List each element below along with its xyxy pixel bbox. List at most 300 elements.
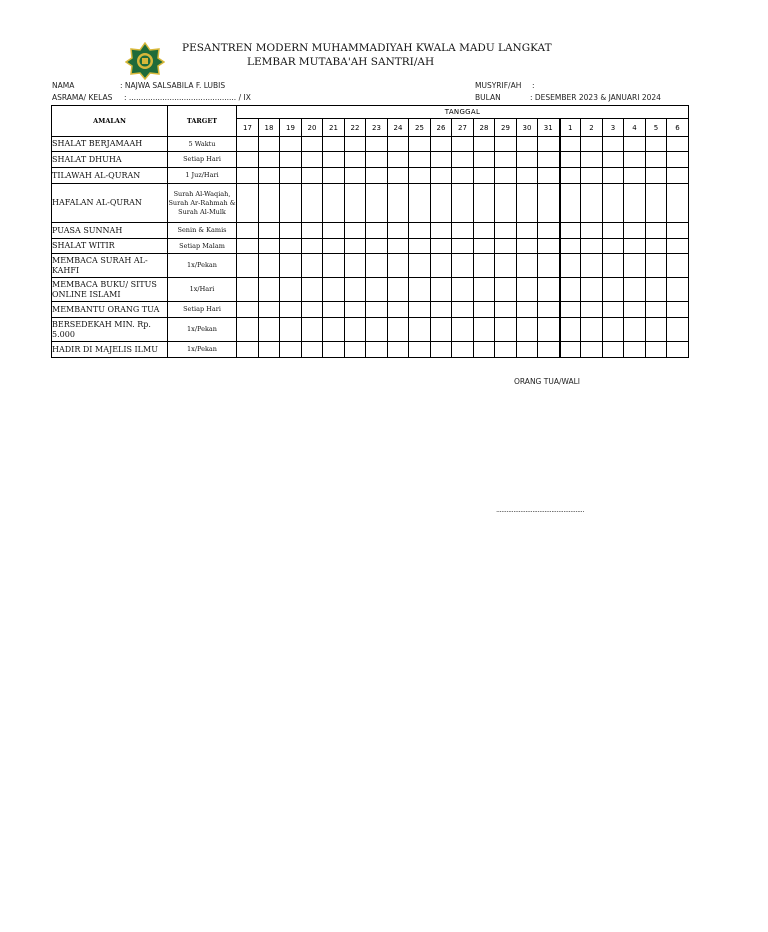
check-cell[interactable] bbox=[452, 302, 474, 318]
musyrif-label: MUSYRIF/AH bbox=[475, 81, 522, 90]
asrama-value: : ............................................. / IX bbox=[124, 93, 251, 102]
check-cell[interactable] bbox=[302, 184, 323, 223]
column-header-amalan: AMALAN bbox=[52, 106, 168, 137]
check-cell[interactable] bbox=[538, 239, 560, 254]
check-cell[interactable] bbox=[495, 168, 517, 184]
check-cell[interactable] bbox=[409, 254, 431, 278]
check-cell[interactable] bbox=[624, 239, 646, 254]
check-cell[interactable] bbox=[538, 318, 560, 342]
check-cell[interactable] bbox=[581, 342, 603, 358]
check-cell[interactable] bbox=[409, 184, 431, 223]
table-header bbox=[52, 106, 689, 137]
check-cell[interactable] bbox=[431, 137, 452, 152]
check-cell[interactable] bbox=[388, 223, 409, 239]
table-row bbox=[52, 318, 689, 342]
check-cell[interactable] bbox=[667, 342, 689, 358]
bulan-label: BULAN bbox=[475, 93, 501, 102]
amalan-cell: TILAWAH AL-QURAN bbox=[52, 168, 168, 184]
check-cell[interactable] bbox=[237, 254, 259, 278]
table-body bbox=[52, 137, 689, 358]
day-header-cell: 24 bbox=[388, 119, 409, 137]
check-cell[interactable] bbox=[560, 239, 581, 254]
check-cell[interactable] bbox=[345, 342, 366, 358]
check-cell[interactable] bbox=[560, 168, 581, 184]
nama-label: NAMA bbox=[52, 81, 75, 90]
check-cell[interactable] bbox=[452, 318, 474, 342]
check-cell[interactable] bbox=[280, 137, 302, 152]
check-cell[interactable] bbox=[560, 318, 581, 342]
check-cell[interactable] bbox=[452, 137, 474, 152]
check-cell[interactable] bbox=[667, 302, 689, 318]
check-cell[interactable] bbox=[431, 239, 452, 254]
check-cell[interactable] bbox=[431, 223, 452, 239]
check-cell[interactable] bbox=[624, 318, 646, 342]
check-cell[interactable] bbox=[517, 302, 538, 318]
check-cell[interactable] bbox=[560, 342, 581, 358]
check-cell[interactable] bbox=[280, 223, 302, 239]
check-cell[interactable] bbox=[237, 318, 259, 342]
check-cell[interactable] bbox=[517, 239, 538, 254]
check-cell[interactable] bbox=[624, 137, 646, 152]
check-cell[interactable] bbox=[345, 152, 366, 168]
check-cell[interactable] bbox=[431, 318, 452, 342]
check-cell[interactable] bbox=[409, 302, 431, 318]
check-cell[interactable] bbox=[667, 278, 689, 302]
table-row bbox=[52, 137, 689, 152]
check-cell[interactable] bbox=[495, 318, 517, 342]
day-header-cell: 17 bbox=[237, 119, 259, 137]
check-cell[interactable] bbox=[624, 223, 646, 239]
check-cell[interactable] bbox=[495, 223, 517, 239]
table-row bbox=[52, 342, 689, 358]
target-cell: Setiap Hari bbox=[168, 152, 237, 168]
check-cell[interactable] bbox=[237, 342, 259, 358]
check-cell[interactable] bbox=[646, 223, 667, 239]
table-row bbox=[52, 152, 689, 168]
day-header-cell: 6 bbox=[667, 119, 689, 137]
check-cell[interactable] bbox=[366, 239, 388, 254]
check-cell[interactable] bbox=[388, 184, 409, 223]
check-cell[interactable] bbox=[280, 254, 302, 278]
check-cell[interactable] bbox=[259, 223, 280, 239]
check-cell[interactable] bbox=[495, 137, 517, 152]
check-cell[interactable] bbox=[280, 342, 302, 358]
check-cell[interactable] bbox=[624, 278, 646, 302]
check-cell[interactable] bbox=[259, 184, 280, 223]
check-cell[interactable] bbox=[452, 254, 474, 278]
check-cell[interactable] bbox=[667, 223, 689, 239]
table-row bbox=[52, 302, 689, 318]
check-cell[interactable] bbox=[302, 168, 323, 184]
check-cell[interactable] bbox=[538, 342, 560, 358]
check-cell[interactable] bbox=[345, 137, 366, 152]
check-cell[interactable] bbox=[431, 152, 452, 168]
check-cell[interactable] bbox=[646, 239, 667, 254]
check-cell[interactable] bbox=[366, 137, 388, 152]
check-cell[interactable] bbox=[366, 254, 388, 278]
check-cell[interactable] bbox=[517, 152, 538, 168]
amalan-cell: MEMBACA BUKU/ SITUS ONLINE ISLAMI bbox=[52, 278, 168, 302]
check-cell[interactable] bbox=[409, 152, 431, 168]
column-header-target: TARGET bbox=[168, 106, 237, 137]
check-cell[interactable] bbox=[603, 278, 624, 302]
check-cell[interactable] bbox=[452, 152, 474, 168]
document-subtitle: LEMBAR MUTABA'AH SANTRI/AH bbox=[247, 56, 435, 68]
document-title: PESANTREN MODERN MUHAMMADIYAH KWALA MADU LANGKAT bbox=[182, 42, 552, 54]
check-cell[interactable] bbox=[366, 152, 388, 168]
check-cell[interactable] bbox=[302, 342, 323, 358]
check-cell[interactable] bbox=[366, 184, 388, 223]
day-header-cell: 20 bbox=[302, 119, 323, 137]
check-cell[interactable] bbox=[646, 342, 667, 358]
check-cell[interactable] bbox=[323, 254, 345, 278]
check-cell[interactable] bbox=[474, 223, 495, 239]
check-cell[interactable] bbox=[603, 342, 624, 358]
check-cell[interactable] bbox=[495, 278, 517, 302]
target-cell: Setiap Hari bbox=[168, 302, 237, 318]
check-cell[interactable] bbox=[323, 302, 345, 318]
check-cell[interactable] bbox=[624, 168, 646, 184]
check-cell[interactable] bbox=[538, 152, 560, 168]
day-header-cell: 18 bbox=[259, 119, 280, 137]
target-cell: 1 Juz/Hari bbox=[168, 168, 237, 184]
check-cell[interactable] bbox=[388, 239, 409, 254]
check-cell[interactable] bbox=[517, 278, 538, 302]
check-cell[interactable] bbox=[280, 239, 302, 254]
target-cell: 1x/Pekan bbox=[168, 342, 237, 358]
check-cell[interactable] bbox=[474, 184, 495, 223]
nama-value: : NAJWA SALSABILA F. LUBIS bbox=[120, 81, 226, 90]
check-cell[interactable] bbox=[646, 168, 667, 184]
check-cell[interactable] bbox=[603, 223, 624, 239]
check-cell[interactable] bbox=[302, 223, 323, 239]
check-cell[interactable] bbox=[474, 254, 495, 278]
day-header-cell: 1 bbox=[560, 119, 581, 137]
check-cell[interactable] bbox=[474, 152, 495, 168]
check-cell[interactable] bbox=[259, 137, 280, 152]
check-cell[interactable] bbox=[474, 168, 495, 184]
check-cell[interactable] bbox=[581, 239, 603, 254]
check-cell[interactable] bbox=[388, 318, 409, 342]
check-cell[interactable] bbox=[323, 223, 345, 239]
day-header-cell: 5 bbox=[646, 119, 667, 137]
check-cell[interactable] bbox=[345, 254, 366, 278]
check-cell[interactable] bbox=[237, 302, 259, 318]
check-cell[interactable] bbox=[280, 152, 302, 168]
check-cell[interactable] bbox=[409, 318, 431, 342]
target-cell: 1x/Pekan bbox=[168, 318, 237, 342]
check-cell[interactable] bbox=[495, 152, 517, 168]
check-cell[interactable] bbox=[603, 184, 624, 223]
check-cell[interactable] bbox=[603, 168, 624, 184]
check-cell[interactable] bbox=[667, 239, 689, 254]
check-cell[interactable] bbox=[366, 318, 388, 342]
check-cell[interactable] bbox=[409, 278, 431, 302]
check-cell[interactable] bbox=[667, 254, 689, 278]
check-cell[interactable] bbox=[560, 302, 581, 318]
check-cell[interactable] bbox=[366, 302, 388, 318]
day-header-cell: 23 bbox=[366, 119, 388, 137]
check-cell[interactable] bbox=[323, 318, 345, 342]
check-cell[interactable] bbox=[474, 239, 495, 254]
check-cell[interactable] bbox=[646, 278, 667, 302]
day-header-cell: 27 bbox=[452, 119, 474, 137]
check-cell[interactable] bbox=[302, 239, 323, 254]
check-cell[interactable] bbox=[538, 184, 560, 223]
check-cell[interactable] bbox=[581, 318, 603, 342]
check-cell[interactable] bbox=[667, 184, 689, 223]
check-cell[interactable] bbox=[302, 137, 323, 152]
day-header-cell: 22 bbox=[345, 119, 366, 137]
check-cell[interactable] bbox=[388, 137, 409, 152]
check-cell[interactable] bbox=[366, 278, 388, 302]
check-cell[interactable] bbox=[280, 302, 302, 318]
check-cell[interactable] bbox=[388, 342, 409, 358]
check-cell[interactable] bbox=[560, 137, 581, 152]
target-cell: Senin & Kamis bbox=[168, 223, 237, 239]
check-cell[interactable] bbox=[581, 137, 603, 152]
check-cell[interactable] bbox=[345, 278, 366, 302]
check-cell[interactable] bbox=[474, 302, 495, 318]
check-cell[interactable] bbox=[366, 168, 388, 184]
check-cell[interactable] bbox=[646, 318, 667, 342]
check-cell[interactable] bbox=[323, 239, 345, 254]
check-cell[interactable] bbox=[538, 302, 560, 318]
check-cell[interactable] bbox=[517, 223, 538, 239]
target-cell: 1x/Pekan bbox=[168, 254, 237, 278]
check-cell[interactable] bbox=[495, 342, 517, 358]
table-row bbox=[52, 168, 689, 184]
day-header-cell: 21 bbox=[323, 119, 345, 137]
check-cell[interactable] bbox=[345, 168, 366, 184]
check-cell[interactable] bbox=[538, 254, 560, 278]
check-cell[interactable] bbox=[452, 239, 474, 254]
check-cell[interactable] bbox=[538, 168, 560, 184]
check-cell[interactable] bbox=[560, 152, 581, 168]
check-cell[interactable] bbox=[474, 342, 495, 358]
check-cell[interactable] bbox=[474, 137, 495, 152]
check-cell[interactable] bbox=[323, 184, 345, 223]
asrama-label: ASRAMA/ KELAS bbox=[52, 93, 113, 102]
table-row bbox=[52, 254, 689, 278]
check-cell[interactable] bbox=[517, 168, 538, 184]
check-cell[interactable] bbox=[560, 223, 581, 239]
check-cell[interactable] bbox=[323, 342, 345, 358]
check-cell[interactable] bbox=[538, 278, 560, 302]
check-cell[interactable] bbox=[603, 239, 624, 254]
check-cell[interactable] bbox=[259, 278, 280, 302]
check-cell[interactable] bbox=[603, 254, 624, 278]
check-cell[interactable] bbox=[302, 318, 323, 342]
check-cell[interactable] bbox=[259, 302, 280, 318]
check-cell[interactable] bbox=[323, 278, 345, 302]
check-cell[interactable] bbox=[388, 152, 409, 168]
target-cell: 5 Waktu bbox=[168, 137, 237, 152]
day-header-cell: 2 bbox=[581, 119, 603, 137]
check-cell[interactable] bbox=[323, 152, 345, 168]
check-cell[interactable] bbox=[581, 278, 603, 302]
check-cell[interactable] bbox=[388, 302, 409, 318]
check-cell[interactable] bbox=[517, 137, 538, 152]
day-header-cell: 4 bbox=[624, 119, 646, 137]
check-cell[interactable] bbox=[345, 302, 366, 318]
check-cell[interactable] bbox=[452, 278, 474, 302]
check-cell[interactable] bbox=[624, 184, 646, 223]
check-cell[interactable] bbox=[259, 152, 280, 168]
check-cell[interactable] bbox=[581, 184, 603, 223]
check-cell[interactable] bbox=[538, 223, 560, 239]
check-cell[interactable] bbox=[259, 254, 280, 278]
check-cell[interactable] bbox=[452, 342, 474, 358]
check-cell[interactable] bbox=[409, 223, 431, 239]
target-cell: Setiap Malam bbox=[168, 239, 237, 254]
check-cell[interactable] bbox=[280, 278, 302, 302]
amalan-cell: PUASA SUNNAH bbox=[52, 223, 168, 239]
check-cell[interactable] bbox=[667, 137, 689, 152]
check-cell[interactable] bbox=[667, 152, 689, 168]
check-cell[interactable] bbox=[603, 137, 624, 152]
check-cell[interactable] bbox=[624, 152, 646, 168]
table-row bbox=[52, 239, 689, 254]
check-cell[interactable] bbox=[388, 278, 409, 302]
check-cell[interactable] bbox=[667, 318, 689, 342]
amalan-cell: SHALAT DHUHA bbox=[52, 152, 168, 168]
check-cell[interactable] bbox=[560, 278, 581, 302]
check-cell[interactable] bbox=[517, 318, 538, 342]
check-cell[interactable] bbox=[345, 223, 366, 239]
day-header-cell: 29 bbox=[495, 119, 517, 137]
check-cell[interactable] bbox=[560, 184, 581, 223]
check-cell[interactable] bbox=[538, 137, 560, 152]
check-cell[interactable] bbox=[431, 168, 452, 184]
check-cell[interactable] bbox=[624, 302, 646, 318]
check-cell[interactable] bbox=[667, 168, 689, 184]
check-cell[interactable] bbox=[624, 342, 646, 358]
check-cell[interactable] bbox=[345, 184, 366, 223]
day-header-cell: 19 bbox=[280, 119, 302, 137]
check-cell[interactable] bbox=[259, 239, 280, 254]
check-cell[interactable] bbox=[624, 254, 646, 278]
amalan-cell: SHALAT WITIR bbox=[52, 239, 168, 254]
check-cell[interactable] bbox=[495, 302, 517, 318]
check-cell[interactable] bbox=[474, 318, 495, 342]
amalan-cell: HADIR DI MAJELIS ILMU bbox=[52, 342, 168, 358]
table-row bbox=[52, 223, 689, 239]
check-cell[interactable] bbox=[366, 223, 388, 239]
check-cell[interactable] bbox=[646, 184, 667, 223]
check-cell[interactable] bbox=[581, 223, 603, 239]
check-cell[interactable] bbox=[409, 137, 431, 152]
check-cell[interactable] bbox=[474, 278, 495, 302]
check-cell[interactable] bbox=[517, 184, 538, 223]
check-cell[interactable] bbox=[646, 152, 667, 168]
check-cell[interactable] bbox=[603, 152, 624, 168]
day-header-cell: 30 bbox=[517, 119, 538, 137]
check-cell[interactable] bbox=[237, 137, 259, 152]
mutabaah-table bbox=[51, 105, 689, 358]
check-cell[interactable] bbox=[237, 168, 259, 184]
day-header-cell: 31 bbox=[538, 119, 560, 137]
check-cell[interactable] bbox=[323, 168, 345, 184]
check-cell[interactable] bbox=[495, 254, 517, 278]
check-cell[interactable] bbox=[495, 184, 517, 223]
check-cell[interactable] bbox=[603, 302, 624, 318]
amalan-cell: MEMBACA SURAH AL-KAHFI bbox=[52, 254, 168, 278]
check-cell[interactable] bbox=[323, 137, 345, 152]
check-cell[interactable] bbox=[431, 254, 452, 278]
check-cell[interactable] bbox=[452, 184, 474, 223]
wali-label: ORANG TUA/WALI bbox=[514, 377, 581, 386]
check-cell[interactable] bbox=[517, 254, 538, 278]
check-cell[interactable] bbox=[388, 168, 409, 184]
check-cell[interactable] bbox=[237, 184, 259, 223]
check-cell[interactable] bbox=[237, 278, 259, 302]
check-cell[interactable] bbox=[581, 254, 603, 278]
table-row bbox=[52, 184, 689, 223]
check-cell[interactable] bbox=[517, 342, 538, 358]
check-cell[interactable] bbox=[495, 239, 517, 254]
target-cell: 1x/Hari bbox=[168, 278, 237, 302]
check-cell[interactable] bbox=[302, 278, 323, 302]
amalan-cell: SHALAT BERJAMAAH bbox=[52, 137, 168, 152]
check-cell[interactable] bbox=[409, 168, 431, 184]
check-cell[interactable] bbox=[280, 184, 302, 223]
table-row bbox=[52, 278, 689, 302]
check-cell[interactable] bbox=[259, 318, 280, 342]
check-cell[interactable] bbox=[581, 302, 603, 318]
check-cell[interactable] bbox=[259, 342, 280, 358]
check-cell[interactable] bbox=[345, 318, 366, 342]
check-cell[interactable] bbox=[431, 342, 452, 358]
check-cell[interactable] bbox=[452, 223, 474, 239]
check-cell[interactable] bbox=[646, 137, 667, 152]
column-header-tanggal: TANGGAL bbox=[237, 106, 689, 119]
check-cell[interactable] bbox=[302, 254, 323, 278]
check-cell[interactable] bbox=[280, 318, 302, 342]
check-cell[interactable] bbox=[302, 302, 323, 318]
school-logo-icon bbox=[125, 42, 165, 80]
day-header-cell: 28 bbox=[474, 119, 495, 137]
check-cell[interactable] bbox=[581, 152, 603, 168]
check-cell[interactable] bbox=[237, 152, 259, 168]
check-cell[interactable] bbox=[409, 239, 431, 254]
check-cell[interactable] bbox=[345, 239, 366, 254]
check-cell[interactable] bbox=[431, 184, 452, 223]
check-cell[interactable] bbox=[259, 168, 280, 184]
check-cell[interactable] bbox=[581, 168, 603, 184]
check-cell[interactable] bbox=[431, 302, 452, 318]
check-cell[interactable] bbox=[646, 302, 667, 318]
check-cell[interactable] bbox=[409, 342, 431, 358]
check-cell[interactable] bbox=[646, 254, 667, 278]
check-cell[interactable] bbox=[280, 168, 302, 184]
check-cell[interactable] bbox=[560, 254, 581, 278]
check-cell[interactable] bbox=[237, 223, 259, 239]
amalan-cell: HAFALAN AL-QURAN bbox=[52, 184, 168, 223]
check-cell[interactable] bbox=[603, 318, 624, 342]
check-cell[interactable] bbox=[431, 278, 452, 302]
signature-line: ................................................... bbox=[496, 506, 584, 514]
bulan-value: : DESEMBER 2023 & JANUARI 2024 bbox=[530, 93, 661, 102]
check-cell[interactable] bbox=[237, 239, 259, 254]
target-cell: Surah Al-Waqiah, Surah Ar-Rahmah & Surah Al-Mulk bbox=[168, 184, 237, 223]
day-header-cell: 3 bbox=[603, 119, 624, 137]
check-cell[interactable] bbox=[452, 168, 474, 184]
check-cell[interactable] bbox=[302, 152, 323, 168]
musyrif-value: : bbox=[532, 81, 535, 90]
check-cell[interactable] bbox=[388, 254, 409, 278]
check-cell[interactable] bbox=[366, 342, 388, 358]
